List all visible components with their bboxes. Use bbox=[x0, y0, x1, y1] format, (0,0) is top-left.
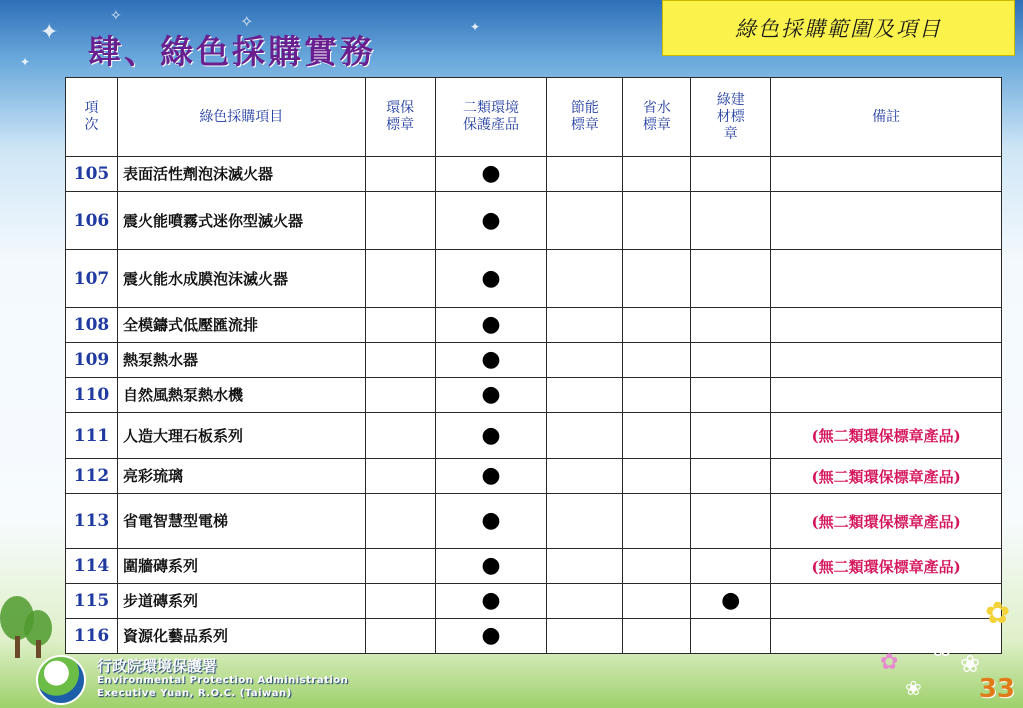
table-row bbox=[66, 584, 1002, 619]
epa-logo-icon bbox=[36, 655, 86, 705]
row-mark-cell bbox=[365, 378, 435, 413]
row-mark-cell bbox=[547, 459, 623, 494]
row-number: 112 bbox=[66, 459, 118, 494]
table-row bbox=[66, 619, 1002, 654]
row-item-name: 資源化藝品系列 bbox=[117, 619, 365, 654]
header-label: 綠色採購項目 bbox=[199, 108, 284, 125]
table-row bbox=[66, 378, 1002, 413]
row-mark-cell: ● bbox=[691, 584, 771, 619]
row-mark-cell bbox=[547, 413, 623, 459]
header-eco-label bbox=[365, 78, 435, 157]
row-remark bbox=[771, 250, 1002, 308]
row-mark-cell: ● bbox=[435, 157, 547, 192]
row-mark-cell bbox=[365, 459, 435, 494]
row-mark-cell bbox=[547, 549, 623, 584]
flower-icon: ❀ bbox=[905, 676, 922, 700]
row-mark-cell bbox=[691, 494, 771, 549]
row-mark-cell bbox=[691, 157, 771, 192]
table-row bbox=[66, 343, 1002, 378]
row-number: 105 bbox=[66, 157, 118, 192]
table-header-row bbox=[66, 78, 1002, 157]
row-mark-cell bbox=[547, 192, 623, 250]
row-mark-cell bbox=[365, 584, 435, 619]
row-item-name: 人造大理石板系列 bbox=[117, 413, 365, 459]
table-row bbox=[66, 157, 1002, 192]
row-mark-cell: ● bbox=[435, 308, 547, 343]
row-number: 108 bbox=[66, 308, 118, 343]
sparkle-icon: ✦ bbox=[40, 20, 59, 45]
row-mark-cell bbox=[691, 343, 771, 378]
row-mark-cell bbox=[623, 459, 691, 494]
header-label: 備註 bbox=[872, 108, 901, 125]
flower-icon: ✿ bbox=[985, 596, 1011, 631]
table-row bbox=[66, 192, 1002, 250]
row-number: 110 bbox=[66, 378, 118, 413]
header-item bbox=[117, 78, 365, 157]
row-mark-cell bbox=[691, 413, 771, 459]
header-label: 環保 標章 bbox=[386, 100, 415, 133]
row-mark-cell bbox=[623, 157, 691, 192]
row-number: 115 bbox=[66, 584, 118, 619]
row-mark-cell bbox=[623, 250, 691, 308]
flower-icon: ✿ bbox=[880, 650, 899, 675]
row-mark-cell bbox=[691, 619, 771, 654]
header-type2-product bbox=[435, 78, 547, 157]
row-mark-cell: ● bbox=[435, 619, 547, 654]
header-no bbox=[66, 78, 118, 157]
topic-banner bbox=[662, 0, 1015, 56]
row-number: 109 bbox=[66, 343, 118, 378]
row-mark-cell bbox=[547, 308, 623, 343]
row-remark: (無二類環保標章產品) bbox=[771, 413, 1002, 459]
row-mark-cell bbox=[365, 308, 435, 343]
row-number: 113 bbox=[66, 494, 118, 549]
row-mark-cell bbox=[365, 619, 435, 654]
row-mark-cell bbox=[691, 378, 771, 413]
row-mark-cell bbox=[623, 549, 691, 584]
row-mark-cell bbox=[691, 250, 771, 308]
row-remark bbox=[771, 192, 1002, 250]
green-procurement-table bbox=[65, 77, 1002, 654]
flower-icon: ❀ bbox=[930, 630, 954, 663]
row-remark: (無二類環保標章產品) bbox=[771, 459, 1002, 494]
header-label: 二類環境 保護產品 bbox=[463, 100, 520, 133]
row-mark-cell bbox=[691, 192, 771, 250]
row-number: 116 bbox=[66, 619, 118, 654]
table-row bbox=[66, 459, 1002, 494]
table-row bbox=[66, 494, 1002, 549]
row-item-name: 圍牆磚系列 bbox=[117, 549, 365, 584]
row-item-name: 步道磚系列 bbox=[117, 584, 365, 619]
row-item-name: 震火能水成膜泡沫滅火器 bbox=[117, 250, 365, 308]
row-mark-cell: ● bbox=[435, 250, 547, 308]
row-mark-cell bbox=[547, 494, 623, 549]
header-green-building-label bbox=[691, 78, 771, 157]
row-mark-cell bbox=[547, 157, 623, 192]
row-mark-cell bbox=[623, 413, 691, 459]
row-mark-cell bbox=[547, 343, 623, 378]
row-mark-cell: ● bbox=[435, 494, 547, 549]
row-mark-cell bbox=[691, 459, 771, 494]
row-number: 111 bbox=[66, 413, 118, 459]
tree-trunk bbox=[36, 640, 41, 658]
table-row bbox=[66, 250, 1002, 308]
row-item-name: 表面活性劑泡沫滅火器 bbox=[117, 157, 365, 192]
row-mark-cell bbox=[623, 494, 691, 549]
row-mark-cell bbox=[365, 343, 435, 378]
row-mark-cell: ● bbox=[435, 584, 547, 619]
sparkle-icon: ✧ bbox=[110, 8, 122, 24]
row-remark: (無二類環保標章產品) bbox=[771, 549, 1002, 584]
sparkle-icon: ✦ bbox=[470, 20, 481, 34]
row-remark bbox=[771, 308, 1002, 343]
header-water-label bbox=[623, 78, 691, 157]
footer-org-en1: Environmental Protection Administration bbox=[97, 675, 349, 686]
row-item-name: 熱泵熱水器 bbox=[117, 343, 365, 378]
row-mark-cell: ● bbox=[435, 192, 547, 250]
row-number: 107 bbox=[66, 250, 118, 308]
row-mark-cell bbox=[547, 584, 623, 619]
row-mark-cell bbox=[623, 378, 691, 413]
row-mark-cell: ● bbox=[435, 378, 547, 413]
row-mark-cell bbox=[623, 584, 691, 619]
row-remark bbox=[771, 584, 1002, 619]
row-mark-cell bbox=[623, 192, 691, 250]
row-mark-cell: ● bbox=[435, 459, 547, 494]
header-remarks bbox=[771, 78, 1002, 157]
header-label: 節能 標章 bbox=[570, 100, 599, 133]
row-mark-cell bbox=[623, 343, 691, 378]
flower-icon: ❀ bbox=[960, 650, 981, 678]
topic-label: 綠色採購範圍及項目 bbox=[735, 17, 942, 41]
footer-org-en2: Executive Yuan, R.O.C. (Taiwan) bbox=[97, 688, 292, 699]
row-mark-cell bbox=[365, 413, 435, 459]
row-mark-cell: ● bbox=[435, 413, 547, 459]
footer-org-zh: 行政院環境保護署 bbox=[97, 657, 218, 675]
table-row bbox=[66, 413, 1002, 459]
header-label: 省水 標章 bbox=[642, 100, 671, 133]
row-number: 106 bbox=[66, 192, 118, 250]
header-label: 項 次 bbox=[84, 100, 99, 133]
row-mark-cell bbox=[691, 308, 771, 343]
row-mark-cell bbox=[365, 157, 435, 192]
row-item-name: 自然風熱泵熱水機 bbox=[117, 378, 365, 413]
row-mark-cell bbox=[365, 250, 435, 308]
row-mark-cell: ● bbox=[435, 549, 547, 584]
page-number: 33 bbox=[978, 674, 1015, 704]
row-item-name: 全模鑄式低壓匯流排 bbox=[117, 308, 365, 343]
row-number: 114 bbox=[66, 549, 118, 584]
row-item-name: 亮彩琉璃 bbox=[117, 459, 365, 494]
header-energy-label bbox=[547, 78, 623, 157]
row-remark bbox=[771, 378, 1002, 413]
slide-title: 肆、綠色採購實務 bbox=[88, 32, 376, 71]
row-remark bbox=[771, 619, 1002, 654]
row-mark-cell bbox=[547, 250, 623, 308]
row-remark: (無二類環保標章產品) bbox=[771, 494, 1002, 549]
row-mark-cell: ● bbox=[435, 343, 547, 378]
row-mark-cell bbox=[691, 549, 771, 584]
table-row bbox=[66, 549, 1002, 584]
sparkle-icon: ✧ bbox=[240, 12, 254, 31]
row-remark bbox=[771, 343, 1002, 378]
row-mark-cell bbox=[623, 619, 691, 654]
header-label: 綠建 材標 章 bbox=[716, 91, 745, 142]
row-mark-cell bbox=[623, 308, 691, 343]
row-item-name: 震火能噴霧式迷你型滅火器 bbox=[117, 192, 365, 250]
row-mark-cell bbox=[365, 549, 435, 584]
tree-trunk bbox=[15, 636, 20, 658]
row-item-name: 省電智慧型電梯 bbox=[117, 494, 365, 549]
table-row bbox=[66, 308, 1002, 343]
row-mark-cell bbox=[365, 192, 435, 250]
row-mark-cell bbox=[365, 494, 435, 549]
sparkle-icon: ✦ bbox=[20, 55, 31, 69]
row-mark-cell bbox=[547, 619, 623, 654]
row-remark bbox=[771, 157, 1002, 192]
row-mark-cell bbox=[547, 378, 623, 413]
